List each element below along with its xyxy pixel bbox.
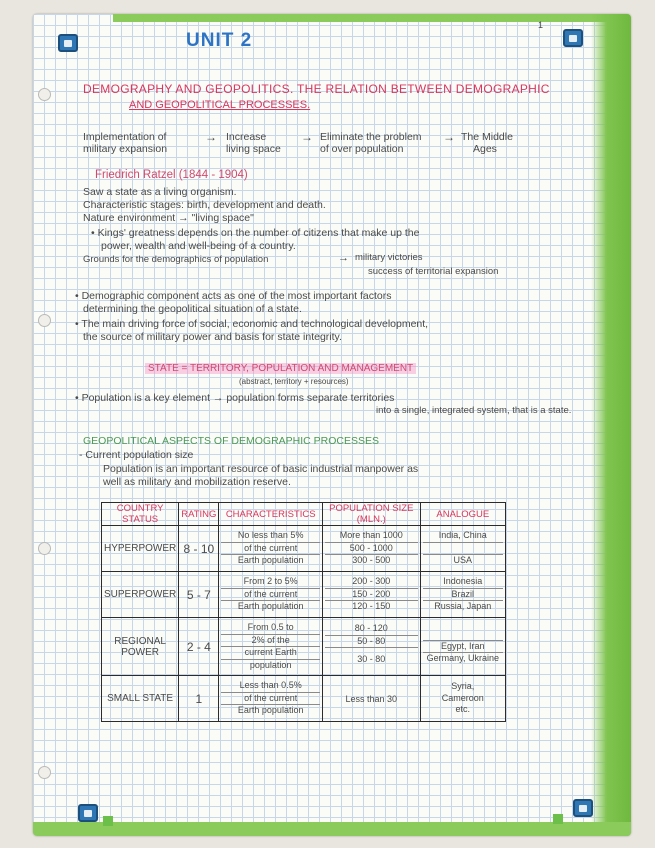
characteristic-line: From 0.5 to [221, 622, 320, 635]
paragraph-line: • Demographic component acts as one of the most important factors [75, 290, 392, 302]
characteristic-line: current Earth [221, 647, 320, 660]
corner-icon [573, 799, 593, 817]
table-row [102, 618, 506, 676]
population-value: 500 - 1000 [325, 543, 418, 556]
cell-status: SUPERPOWER [102, 572, 179, 618]
formula-sub: (abstract, territory + resources) [239, 377, 349, 386]
population-value: 120 - 150 [352, 601, 391, 612]
cell-population [322, 572, 420, 618]
corner-icon [58, 34, 78, 52]
col-header-rating: RATING [179, 503, 219, 526]
green-square-icon [553, 814, 563, 824]
notebook-page [33, 14, 631, 836]
analogue-value: etc. [455, 704, 471, 715]
table-header-row [102, 503, 506, 526]
population-line1: • Population is a key element → population forms separate territories [75, 392, 395, 404]
page-number: 1 [538, 20, 544, 30]
characteristic-line: of the current [221, 589, 320, 602]
col-header-population: POPULATION SIZE (MLN.) [322, 503, 420, 526]
cell-status: REGIONAL POWER [102, 618, 179, 676]
table-row [102, 676, 506, 722]
flow-item2-line2: living space [226, 143, 281, 155]
cell-status: SMALL STATE [102, 676, 179, 722]
cell-population [322, 618, 420, 676]
section-heading: GEOPOLITICAL ASPECTS OF DEMOGRAPHIC PROCESSES [83, 435, 380, 447]
note-line: Characteristic stages: birth, development and death. [83, 199, 326, 211]
section-text-line2: well as military and mobilization reserve. [103, 476, 291, 488]
flow-item3-line2: of over population [320, 143, 404, 155]
analogue-value: USA [453, 555, 473, 566]
formula: STATE = TERRITORY, POPULATION AND MANAGEMENT [145, 363, 416, 374]
analogue-value: Brazil [423, 589, 503, 602]
cell-characteristics [219, 676, 323, 722]
table-row [102, 572, 506, 618]
paragraph-line: the source of military power and basis for state integrity. [83, 331, 342, 343]
cell-status: HYPERPOWER [102, 526, 179, 572]
note-line: Saw a state as a living organism. [83, 186, 237, 198]
cell-rating: 1 [179, 676, 219, 722]
page-bottom-border [33, 822, 631, 836]
green-square-icon [103, 816, 113, 826]
corner-icon [78, 804, 98, 822]
section-item: - Current population size [79, 449, 194, 461]
analogue-value: India, China [423, 530, 503, 543]
characteristic-line: No less than 5% [221, 530, 320, 543]
flow-item1-line2: military expansion [83, 143, 168, 155]
characteristic-line: of the current [221, 693, 320, 706]
col-header-status: COUNTRY STATUS [102, 503, 179, 526]
analogue-value [423, 543, 503, 556]
analogue-value: Syria, [451, 681, 475, 692]
flow-arrow1: → [205, 130, 217, 144]
characteristic-line: 2% of the [221, 635, 320, 648]
punch-hole [38, 88, 51, 101]
cell-analogue [420, 618, 505, 676]
paragraph-line: • The main driving force of social, economic and technological development, [75, 318, 429, 330]
page-right-border [591, 14, 631, 836]
cell-rating: 8 - 10 [179, 526, 219, 572]
country-status-table [101, 502, 506, 722]
paragraph-line: determining the geopolitical situation of a state. [83, 303, 302, 315]
main-title-line1: DEMOGRAPHY AND GEOPOLITICS. THE RELATION BETWEEN DEMOGRAPHIC [83, 82, 550, 96]
population-value: 200 - 300 [325, 576, 418, 589]
main-title-line2: AND GEOPOLITICAL PROCESSES. [129, 99, 311, 111]
characteristic-line: Earth population [237, 601, 304, 612]
section-text-line1: Population is an important resource of basic industrial manpower as [103, 463, 419, 475]
population-value: 300 - 500 [352, 555, 391, 566]
analogue-value: Cameroon [441, 692, 484, 703]
population-value: 50 - 80 [325, 636, 418, 649]
punch-hole [38, 766, 51, 779]
population-value: Less than 30 [345, 693, 398, 704]
col-header-characteristics: CHARACTERISTICS [219, 503, 323, 526]
analogue-value: Russia, Japan [434, 601, 492, 612]
population-line2: into a single, integrated system, that is a state. [376, 405, 572, 416]
punch-hole [38, 542, 51, 555]
analogue-value: Egypt, Iran [423, 641, 503, 654]
cell-analogue [420, 526, 505, 572]
flow-item2-line1: Increase [226, 131, 267, 143]
characteristic-line: From 2 to 5% [221, 576, 320, 589]
cell-population [322, 676, 420, 722]
table-row [102, 526, 506, 572]
characteristic-line: Earth population [237, 705, 304, 716]
population-value: 30 - 80 [357, 654, 386, 664]
flow-arrow3: → [443, 130, 455, 144]
brace-arrow: → [338, 252, 349, 264]
note-line: • Kings' greatness depends on the number of citizens that make up the [91, 227, 420, 239]
note-line: Nature environment → "living space" [83, 212, 254, 224]
flow-item4-line1: The Middle [461, 131, 513, 143]
flow-arrow2: → [301, 130, 313, 144]
unit-title: UNIT 2 [186, 30, 253, 51]
cell-population [322, 526, 420, 572]
brace-item1: military victories [355, 252, 423, 263]
characteristic-line: Less than 0.5% [221, 680, 320, 693]
cell-characteristics [219, 572, 323, 618]
brace-item2: success of territorial expansion [368, 266, 499, 277]
characteristic-line: population [249, 659, 292, 670]
corner-icon [563, 29, 583, 47]
flow-item1-line1: Implementation of [83, 131, 167, 143]
col-header-analogue: ANALOGUE [420, 503, 505, 526]
population-value: 150 - 200 [325, 589, 418, 602]
page-top-border [113, 14, 631, 22]
cell-characteristics [219, 526, 323, 572]
cell-characteristics [219, 618, 323, 676]
ratzel-heading: Friedrich Ratzel (1844 - 1904) [95, 169, 248, 181]
cell-analogue [420, 572, 505, 618]
population-value: 80 - 120 [325, 623, 418, 636]
note-line: Grounds for the demographics of population [83, 254, 269, 265]
population-value: More than 1000 [325, 530, 418, 543]
characteristic-line: of the current [221, 543, 320, 556]
flow-item3-line1: Eliminate the problem [320, 131, 422, 143]
punch-hole [38, 314, 51, 327]
cell-rating: 2 - 4 [179, 618, 219, 676]
analogue-value: Germany, Ukraine [426, 653, 499, 664]
analogue-value: Indonesia [423, 576, 503, 589]
cell-analogue [420, 676, 505, 722]
characteristic-line: Earth population [237, 555, 304, 566]
cell-rating: 5 - 7 [179, 572, 219, 618]
flow-item4-line2: Ages [473, 143, 497, 155]
note-line: power, wealth and well-being of a country. [101, 240, 296, 252]
analogue-value [423, 628, 503, 641]
